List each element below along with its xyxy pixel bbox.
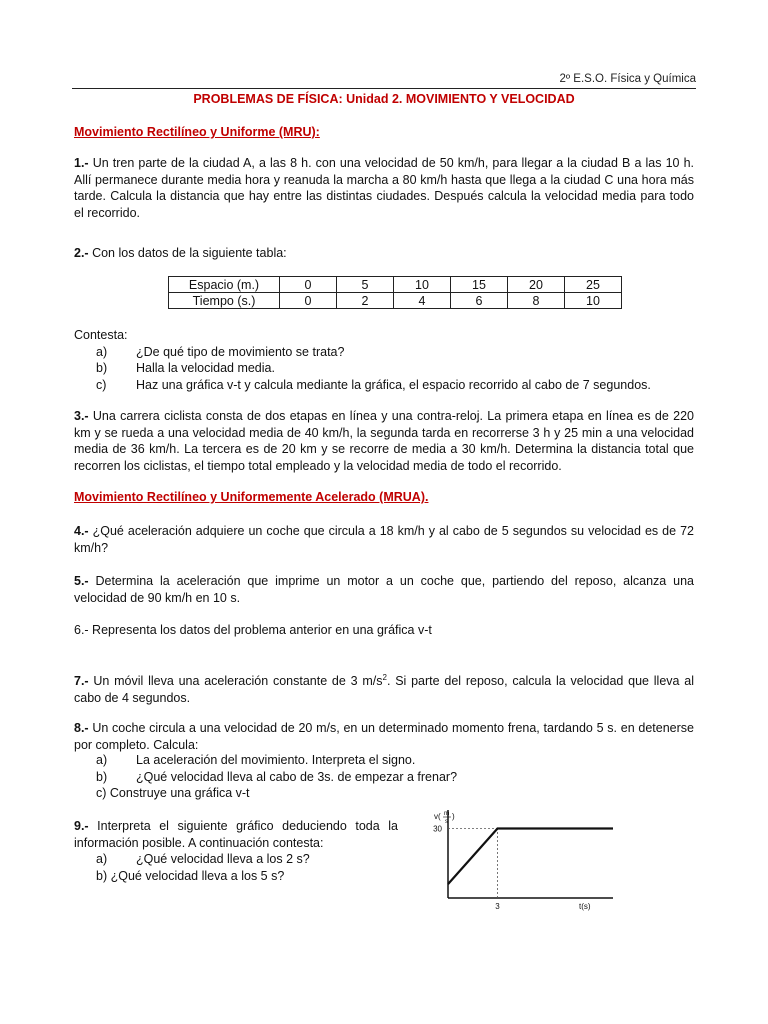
problem-8-text: Un coche circula a una velocidad de 20 m/s, en un determinado momento frena, tardando 5 s. en detenerse por completo. Calcula: [74, 721, 694, 752]
problem-8-number: 8.- [74, 721, 89, 735]
problem-9-text: Interpreta el siguiente gráfico deduciendo toda la información posible. A continuación contesta: [74, 819, 398, 850]
course-header: 2º E.S.O. Física y Química [559, 73, 696, 85]
velocity-time-graph [408, 806, 618, 916]
problem-7-text-a: Un móvil lleva una aceleración constante de 3 m/s [88, 674, 383, 689]
list-item [74, 377, 651, 394]
list-text: Halla la velocidad media. [136, 361, 275, 375]
list-text: ¿Qué velocidad lleva al cabo de 3s. de empezar a frenar? [136, 769, 458, 784]
problem-9-questions [74, 851, 310, 884]
header-rule [72, 88, 696, 89]
problem-7 [74, 670, 694, 706]
list-text: ¿Qué velocidad lleva a los 2 s? [136, 852, 310, 866]
table-cell: 25 [565, 277, 622, 293]
y-axis-label-numerator: m [444, 810, 450, 817]
list-text: La aceleración del movimiento. Interpreta el signo. [136, 753, 416, 767]
x-axis-label: t(s) [579, 902, 591, 911]
problem-1-text: Un tren parte de la ciudad A, a las 8 h. con una velocidad de 50 km/h, para llegar a la ciudad B a las 10 h. Allí permanece durante media hora y reanuda la marcha a 80 km/h hasta que llega a la ciudad C una hora más tarde. Calcula la distancia que hay entre las distintas ciudades. Después calcula la velocidad media para todo el recorrido. [74, 156, 694, 220]
table-cell: 15 [451, 277, 508, 293]
problem-4-text: ¿Qué aceleración adquiere un coche que circula a 18 km/h y al cabo de 5 segundos su velocidad es de 72 km/h? [74, 524, 694, 555]
contesta-label: Contesta: [74, 328, 128, 342]
table-cell: 8 [508, 293, 565, 309]
table-cell: 10 [394, 277, 451, 293]
list-item [74, 769, 457, 786]
section-heading-mrua: Movimiento Rectilíneo y Uniformemente Acelerado (MRUA). [74, 490, 429, 504]
list-marker: c) [96, 377, 107, 392]
problem-8 [74, 720, 694, 753]
table-row-label: Espacio (m.) [169, 277, 280, 293]
problem-5-number: 5.- [74, 574, 89, 588]
section-heading-mru: Movimiento Rectilíneo y Uniforme (MRU): [74, 125, 320, 139]
problem-3-text: Una carrera ciclista consta de dos etapas en línea y una contra-reloj. La primera etapa en línea es de 220 km y se rueda a una velocidad media de 40 km/h, la segunda tarda en recorrerse 3 h y 25 min a una velocidad media de 36 km/h. La tercera es de 20 km y se recorre de media a 30 km/h. Determina la distancia total que recorren los ciclistas, el tiempo total empleado y la velocidad media de todo el recorrido. [74, 409, 694, 473]
problem-2-questions [74, 327, 651, 393]
problem-7-text-b: . Si parte del reposo, calcula la velocidad que lleva al cabo de 4 segundos. [74, 674, 694, 705]
list-marker: a) [96, 344, 108, 359]
problem-3-number: 3.- [74, 409, 89, 423]
series-line [448, 829, 613, 885]
table-cell: 5 [337, 277, 394, 293]
table-cell: 0 [280, 293, 337, 309]
problem-3 [74, 408, 694, 474]
problem-9-number: 9.- [74, 819, 89, 833]
data-table [168, 276, 622, 309]
problem-5-text: Determina la aceleración que imprime un motor a un coche que, partiendo del reposo, alcanza una velocidad de 90 km/h en 10 s. [74, 574, 694, 605]
table-cell: 2 [337, 293, 394, 309]
problem-1-number: 1.- [74, 156, 89, 170]
y-axis-label-prefix: v( [434, 812, 441, 821]
table-cell: 6 [451, 293, 508, 309]
list-marker: b) [96, 769, 108, 784]
table-cell: 10 [565, 293, 622, 309]
y-tick-label: 30 [433, 824, 442, 834]
table-row [169, 277, 622, 293]
problem-4-number: 4.- [74, 524, 89, 538]
table-cell: 20 [508, 277, 565, 293]
list-item [74, 360, 651, 377]
problem-2 [74, 245, 694, 262]
list-item [74, 752, 457, 769]
problem-8-questions [74, 752, 457, 802]
list-item [74, 851, 310, 868]
x-tick-label: 3 [495, 902, 500, 911]
list-item-b: b) ¿Qué velocidad lleva a los 5 s? [96, 868, 285, 883]
list-text: ¿De qué tipo de movimiento se trata? [136, 344, 345, 359]
list-marker: b) [96, 361, 108, 375]
problem-1 [74, 155, 694, 221]
table-cell: 4 [394, 293, 451, 309]
list-text: Haz una gráfica v-t y calcula mediante la gráfica, el espacio recorrido al cabo de 7 segundos. [136, 377, 651, 392]
list-item-c: c) Construye una gráfica v-t [96, 786, 250, 800]
list-marker: a) [96, 753, 108, 767]
table-cell: 0 [280, 277, 337, 293]
list-item [74, 344, 651, 361]
problem-4 [74, 523, 694, 556]
table-row [169, 293, 622, 309]
problem-6: 6.- Representa los datos del problema anterior en una gráfica v-t [74, 623, 432, 637]
problem-7-superscript: 2 [382, 673, 387, 682]
y-axis-label-suffix: ) [452, 812, 455, 821]
page-title: PROBLEMAS DE FÍSICA: Unidad 2. MOVIMIENTO Y VELOCIDAD [193, 92, 575, 106]
table-row-label: Tiempo (s.) [169, 293, 280, 309]
problem-2-number: 2.- [74, 246, 89, 260]
list-marker: a) [96, 852, 108, 866]
problem-5 [74, 573, 694, 606]
problem-9 [74, 818, 398, 851]
y-axis-label-denominator: s [445, 818, 449, 825]
problem-2-text: Con los datos de la siguiente tabla: [88, 246, 287, 260]
problem-7-number: 7.- [74, 674, 89, 689]
